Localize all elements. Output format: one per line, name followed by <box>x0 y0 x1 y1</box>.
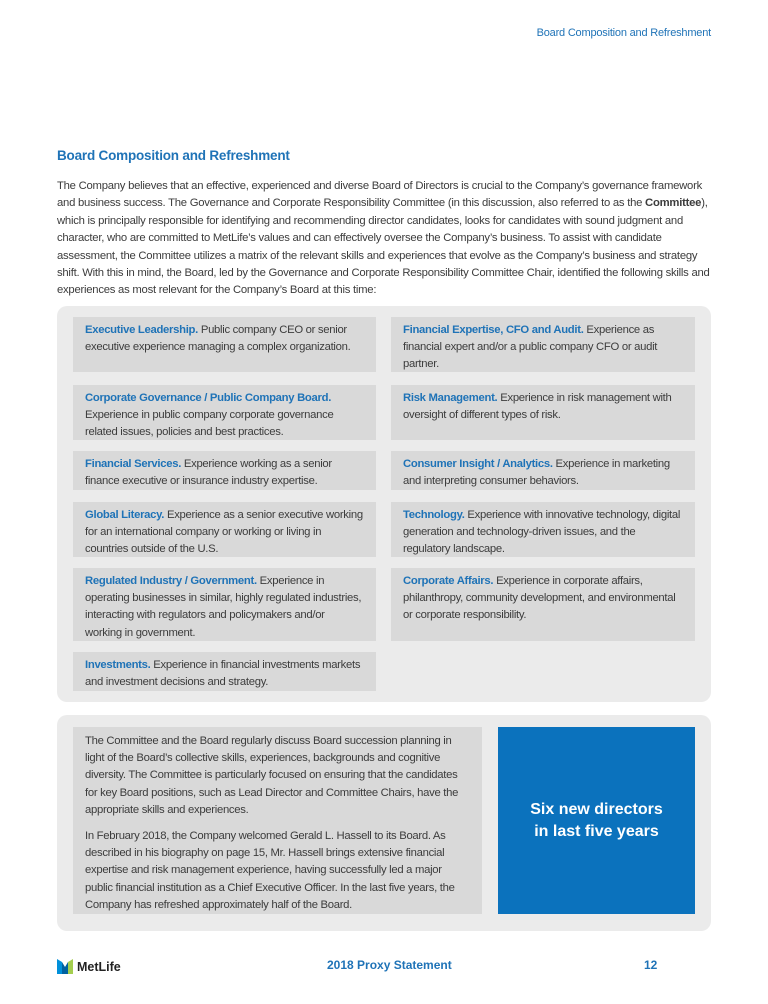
succession-text <box>73 727 482 914</box>
skill-text: Experience with innovative technology, digital generation and technology-driven issues, and the regulatory landscape. <box>403 509 681 556</box>
skill-title: Financial Expertise, CFO and Audit. <box>403 324 584 336</box>
skill-card <box>73 385 376 440</box>
skill-title: Corporate Governance / Public Company Board. <box>85 392 332 404</box>
skill-text: Experience in corporate affairs, philanthropy, community development, and environmental or corporate responsibility. <box>403 575 676 622</box>
skill-text: Experience in financial investments markets and investment decisions and strategy. <box>85 659 361 689</box>
skill-card <box>73 502 376 557</box>
section-title: Board Composition and Refreshment <box>57 148 290 163</box>
skill-card <box>391 385 695 440</box>
skill-title: Corporate Affairs. <box>403 575 494 587</box>
page-number: 12 <box>644 958 658 972</box>
metlife-logo-icon <box>57 959 73 974</box>
logo-text: MetLife <box>77 959 121 974</box>
skill-card <box>391 451 695 490</box>
succession-panel <box>57 715 711 931</box>
skill-title: Global Literacy. <box>85 509 165 521</box>
skill-title: Consumer Insight / Analytics. <box>403 458 553 470</box>
skill-title: Financial Services. <box>85 458 182 470</box>
skill-title: Technology. <box>403 509 465 521</box>
succession-paragraph: In February 2018, the Company welcomed Gerald L. Hassell to its Board. As described in his biography on page 15, Mr. Hassell brings extensive financial expertise and risk management experience, having successfully led a major public financial institution as a Chief Executive Officer. In the last five years, the Company has refreshed approximately half of the Board. <box>85 830 455 911</box>
skill-title: Regulated Industry / Government. <box>85 575 257 587</box>
skill-text: Experience as financial expert and/or a public company CFO or audit partner. <box>403 324 658 371</box>
succession-paragraph: The Committee and the Board regularly discuss Board succession planning in light of the Board’s collective skills, experiences, backgrounds and cognitive diversity. The Committee is particularly focused on ensuring that the candidates for key Board positions, such as Lead Director and Committee Chairs, have the appropriate skills and experiences. <box>85 735 459 816</box>
skill-text: Experience in operating businesses in similar, highly regulated industries, interacting with regulators and policymakers and/or working in government. <box>85 575 362 639</box>
footer-title: 2018 Proxy Statement <box>327 958 452 972</box>
skill-card <box>391 502 695 557</box>
skill-card <box>73 317 376 372</box>
skill-text: Experience in public company corporate governance related issues, policies and best practices. <box>85 409 334 439</box>
skill-text: Experience working as a senior finance executive or insurance industry expertise. <box>85 458 332 488</box>
skill-text: Experience in marketing and interpreting consumer behaviors. <box>403 458 670 488</box>
skill-card <box>391 568 695 641</box>
skill-title: Executive Leadership. <box>85 324 198 336</box>
skill-card <box>391 317 695 372</box>
skill-card <box>73 451 376 490</box>
skill-title: Investments. <box>85 659 151 671</box>
running-header: Board Composition and Refreshment <box>536 27 711 39</box>
skill-card <box>73 568 376 641</box>
skill-text: Experience as a senior executive working for an international company or working or living in countries outside of the U.S. <box>85 509 363 556</box>
callout-box <box>498 727 695 914</box>
skill-text: Public company CEO or senior executive experience managing a complex organization. <box>85 324 351 354</box>
intro-text-end: ), which is principally responsible for identifying and recommending director candidates, looks for candidates with sound judgment and character, who are committed to MetLife’s values and can effectively oversee the Company’s business. To assist with candidate assessment, the Committee utilizes a matrix of the relevant skills and experiences that evolve as the Company’s business and strategy shift. With this in mind, the Board, led by the Governance and Corporate Responsibility Committee Chair, identified the following skills and experiences as most relevant for the Company’s Board at this time: <box>57 197 710 297</box>
intro-bold: Committee <box>645 197 702 210</box>
skill-text: Experience in risk management with oversight of different types of risk. <box>403 392 672 422</box>
callout-text: Six new directors in last five years <box>530 800 663 840</box>
intro-paragraph <box>57 178 713 300</box>
skills-panel <box>57 306 711 702</box>
skill-card <box>73 652 376 691</box>
metlife-logo <box>57 959 121 974</box>
skill-title: Risk Management. <box>403 392 498 404</box>
intro-text: The Company believes that an effective, experienced and diverse Board of Directors is crucial to the Company’s governance framework and business success. The Governance and Corporate Responsibility Committee (in this discussion, also referred to as the <box>57 180 702 210</box>
